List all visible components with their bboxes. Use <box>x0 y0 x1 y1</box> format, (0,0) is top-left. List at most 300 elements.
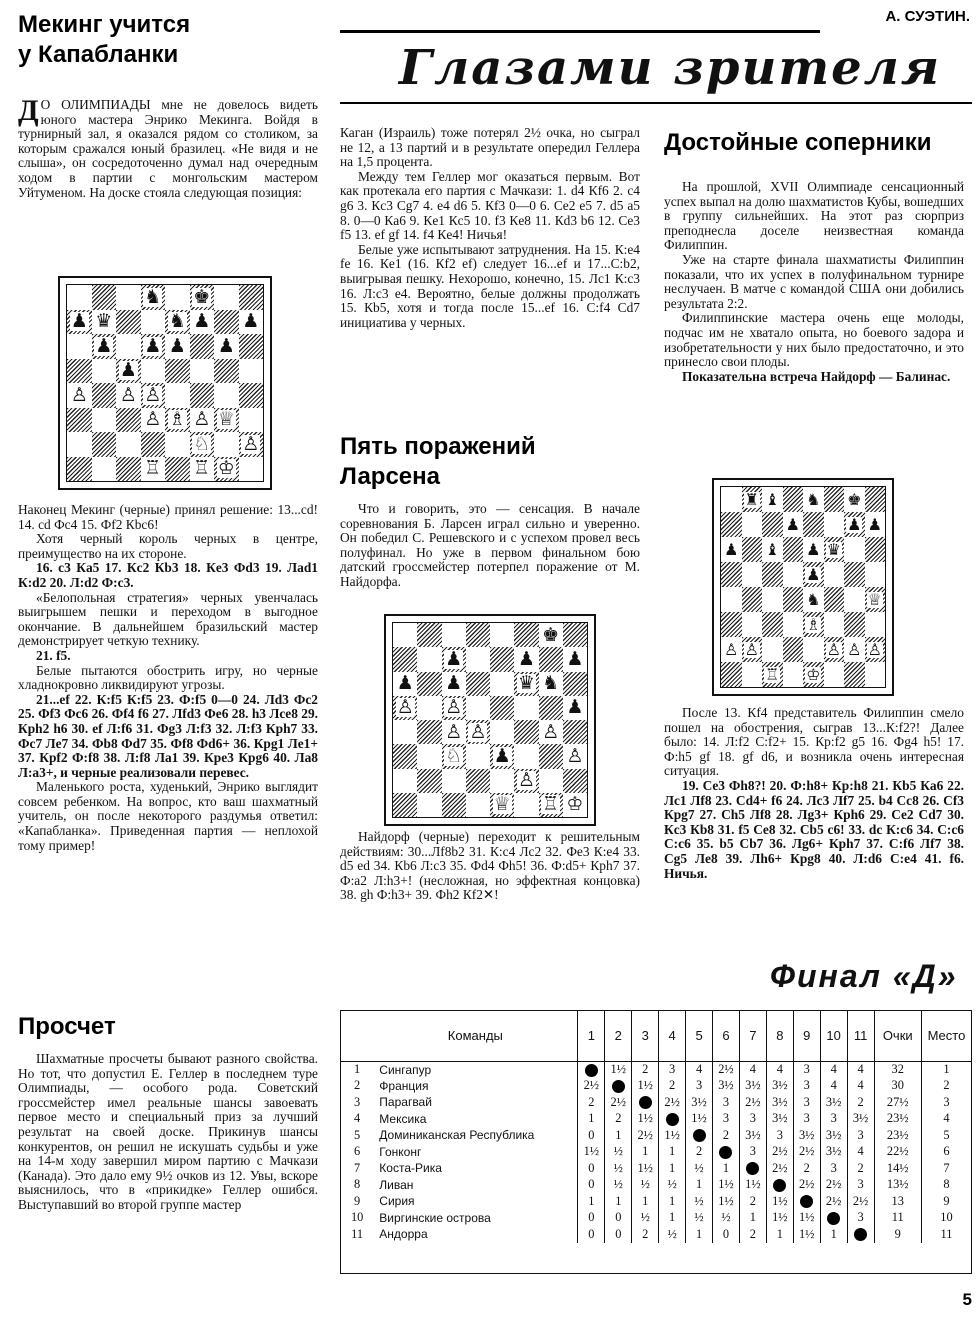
header-col-2: 2 <box>605 1011 632 1061</box>
article2-p2: Каган (Израиль) тоже потерял 2½ очка, но сыграл не 12, а 13 партий и в результате опередил Геллера на 1,5 процента. <box>340 125 640 170</box>
board-square <box>417 696 441 720</box>
board-square <box>721 512 742 537</box>
chess-piece-icon: ♖ <box>193 457 211 480</box>
board-square <box>442 793 466 817</box>
header-teams: Команды <box>373 1011 578 1061</box>
board-square <box>190 334 215 359</box>
board-square <box>165 334 190 359</box>
row-number: 2 <box>354 1078 361 1093</box>
row-number: 3 <box>354 1094 361 1109</box>
black-dot-icon <box>827 1212 840 1225</box>
board-square <box>844 587 865 612</box>
chess-piece-icon: ♟ <box>445 647 463 670</box>
board-square <box>214 334 239 359</box>
board-square <box>783 612 804 637</box>
chess-piece-icon: ♙ <box>826 639 841 659</box>
chess-piece-icon: ♚ <box>193 285 211 308</box>
score-cell: ½ <box>632 1177 659 1194</box>
score-cell: 2 <box>793 1160 820 1177</box>
score-cell: 3 <box>847 1210 874 1227</box>
board-square <box>67 383 92 408</box>
board-square <box>539 769 563 793</box>
board-square <box>466 744 490 768</box>
score-cell: 2½ <box>659 1094 686 1111</box>
board-square <box>190 408 215 433</box>
board-square <box>742 537 763 562</box>
self-match-dot <box>766 1177 793 1194</box>
board-square <box>514 647 538 671</box>
results-table <box>341 1011 971 1243</box>
board-square <box>742 612 763 637</box>
board-square <box>803 662 824 687</box>
points-cell: 32 <box>874 1061 921 1078</box>
board-square <box>116 432 141 457</box>
board-square <box>514 672 538 696</box>
score-cell: 2½ <box>793 1144 820 1161</box>
header-col-10: 10 <box>820 1011 847 1061</box>
board-square <box>865 662 886 687</box>
score-cell: 2 <box>739 1193 766 1210</box>
chess-piece-icon: ♟ <box>724 539 739 559</box>
score-cell: 1½ <box>632 1078 659 1095</box>
chess-piece-icon: ♙ <box>70 383 88 406</box>
board-square <box>539 793 563 817</box>
board-square <box>190 285 215 310</box>
chess-piece-icon: ♟ <box>95 334 113 357</box>
board-square <box>239 285 264 310</box>
board-square <box>803 637 824 662</box>
header-place: Место <box>921 1011 971 1061</box>
chess-piece-icon: ♟ <box>119 359 137 382</box>
board-square <box>442 623 466 647</box>
score-cell: 3 <box>713 1111 740 1128</box>
article4-p6: 19. Сe3 Фh8?! 20. Ф:h8+ Кp:h8 21. Кb5 Кa6 22. Лc1 Лf8 23. Сd4+ f6 24. Лc3 Лf7 25. b4 Сc8 26. Сf3 Кpg7 27. Сh5 Лf8 28. Лg3+ Кph6 29. Сe2 Сd7 30. Кc3 Кb8 31. f5 Сe8 32. Сb5 c6! 33. dc К:c6 34. С:c6 С:c6 35. b5 Сb7 36. Лg6+ Кph7 37. С:f6 Лf7 38. Сg5 Лe8 39. Лh6+ Кpg8 40. Л:d6 С:e4 41. f6. Ничья. <box>664 777 964 881</box>
score-cell: 3½ <box>847 1111 874 1128</box>
score-cell: 1 <box>578 1193 605 1210</box>
article1-title: Мекинг учится у Капабланки <box>18 11 191 68</box>
title-banner <box>340 30 972 104</box>
article1-p5: «Белопольная стратегия» черных увенчалась выигрышем пешки и переходом в выгодное окончание. В дальнейшем бразильский мастер демонстрирует четкую технику. <box>18 589 318 649</box>
board-square <box>214 285 239 310</box>
score-cell: 1½ <box>632 1111 659 1128</box>
board-square <box>514 769 538 793</box>
score-cell: 3½ <box>686 1094 713 1111</box>
board-square <box>865 587 886 612</box>
board-square <box>742 487 763 512</box>
board-square <box>116 408 141 433</box>
board-square <box>67 310 92 335</box>
score-cell: 1 <box>686 1177 713 1194</box>
score-cell: 3 <box>793 1111 820 1128</box>
board-square <box>214 408 239 433</box>
score-cell: 0 <box>578 1127 605 1144</box>
score-cell: 4 <box>820 1061 847 1078</box>
board-square <box>783 662 804 687</box>
board-square <box>417 769 441 793</box>
board-square <box>141 383 166 408</box>
score-cell: 3 <box>713 1094 740 1111</box>
board-square <box>844 612 865 637</box>
score-cell: 2 <box>686 1144 713 1161</box>
place-cell: 3 <box>921 1094 971 1111</box>
points-cell: 30 <box>874 1078 921 1095</box>
place-cell: 10 <box>921 1210 971 1227</box>
chess-piece-icon: ♞ <box>168 310 186 333</box>
board-square <box>466 769 490 793</box>
chess-piece-icon: ♚ <box>542 623 560 646</box>
board-square <box>742 662 763 687</box>
board-square <box>824 562 845 587</box>
board-square <box>92 457 117 482</box>
board-square <box>721 637 742 662</box>
score-cell: ½ <box>686 1210 713 1227</box>
score-cell: 4 <box>820 1078 847 1095</box>
board-square <box>239 432 264 457</box>
score-cell: 3½ <box>820 1094 847 1111</box>
score-cell: 1½ <box>686 1111 713 1128</box>
score-cell: ½ <box>686 1193 713 1210</box>
chess-piece-icon: ♟ <box>566 647 584 670</box>
board-square <box>803 587 824 612</box>
score-cell: 2 <box>659 1078 686 1095</box>
board-square <box>466 793 490 817</box>
score-cell: 2½ <box>713 1061 740 1078</box>
board-square <box>141 408 166 433</box>
chess-piece-icon: ♝ <box>765 539 780 559</box>
team-name: Мексика <box>379 1111 427 1126</box>
score-cell: 1½ <box>793 1226 820 1243</box>
board-square <box>721 587 742 612</box>
board-square <box>721 662 742 687</box>
place-cell: 6 <box>921 1144 971 1161</box>
chess-piece-icon: ♙ <box>517 769 535 792</box>
board-square <box>214 383 239 408</box>
row-number: 6 <box>354 1144 361 1159</box>
chess-piece-icon: ♙ <box>396 696 414 719</box>
board-square <box>67 432 92 457</box>
score-cell: 0 <box>578 1226 605 1243</box>
board-square <box>514 793 538 817</box>
board-square <box>214 310 239 335</box>
chess-piece-icon: ♔ <box>806 664 821 684</box>
header-col-4: 4 <box>659 1011 686 1061</box>
chess-piece-icon: ♞ <box>542 672 560 695</box>
article3-intro <box>340 502 640 590</box>
score-cell: 1 <box>659 1144 686 1161</box>
board-square <box>490 623 514 647</box>
score-cell: 3 <box>739 1111 766 1128</box>
board-square <box>803 612 824 637</box>
team-name: Гонконг <box>379 1144 422 1159</box>
chess-piece-icon: ♟ <box>493 744 511 767</box>
score-cell: 3 <box>820 1160 847 1177</box>
points-cell: 9 <box>874 1226 921 1243</box>
score-cell: 3 <box>847 1127 874 1144</box>
score-cell: 1½ <box>659 1127 686 1144</box>
board-square <box>67 359 92 384</box>
team-name: Андорра <box>379 1227 428 1242</box>
board-square <box>165 383 190 408</box>
board-square <box>824 637 845 662</box>
score-cell: 1 <box>659 1193 686 1210</box>
board-square <box>762 637 783 662</box>
board-square <box>762 587 783 612</box>
score-cell: 1 <box>766 1226 793 1243</box>
author-name: А. СУЭТИН. <box>885 8 970 25</box>
board-square <box>190 383 215 408</box>
board-square <box>165 285 190 310</box>
chess-piece-icon: ♞ <box>144 285 162 308</box>
board-square <box>466 720 490 744</box>
title-rule-top <box>340 30 820 33</box>
chess-piece-icon: ♟ <box>566 696 584 719</box>
article1-p4: 16. c3 Кa5 17. Кc2 Кb3 18. Кe3 Фd3 19. Лad1 К:d2 20. Л:d2 Ф:c3. <box>18 560 318 590</box>
chess-piece-icon: ♟ <box>867 514 882 534</box>
board-square <box>393 696 417 720</box>
self-match-dot <box>578 1061 605 1078</box>
score-cell: 2 <box>739 1226 766 1243</box>
score-cell: 3 <box>793 1078 820 1095</box>
board-square <box>783 487 804 512</box>
score-cell: 3½ <box>739 1078 766 1095</box>
score-cell: 3½ <box>766 1078 793 1095</box>
score-cell: 3 <box>793 1061 820 1078</box>
board-square <box>239 359 264 384</box>
row-number: 10 <box>350 1210 364 1225</box>
board-square <box>417 744 441 768</box>
board-square <box>514 720 538 744</box>
chess-piece-icon: ♕ <box>867 589 882 609</box>
chess-piece-icon: ♙ <box>144 383 162 406</box>
board-square <box>165 359 190 384</box>
score-cell: 2 <box>847 1094 874 1111</box>
place-cell: 4 <box>921 1111 971 1128</box>
board-square <box>865 637 886 662</box>
score-cell: 0 <box>578 1210 605 1227</box>
board-square <box>417 672 441 696</box>
table-row <box>341 1144 971 1161</box>
score-cell: 2½ <box>605 1094 632 1111</box>
board-square <box>466 623 490 647</box>
chess-piece-icon: ♙ <box>119 383 137 406</box>
score-cell: 1 <box>605 1127 632 1144</box>
header-col-8: 8 <box>766 1011 793 1061</box>
place-cell: 1 <box>921 1061 971 1078</box>
board-square <box>214 359 239 384</box>
article4-p3: Филиппинские мастера очень еще молоды, подчас им не хватало опыта, но боевого задора и изобретательности у них было предостаточно, и это принесло свои плоды. <box>664 310 964 370</box>
board-square <box>539 720 563 744</box>
chess-diagram-najdorf-balinas <box>712 478 894 696</box>
dropcap: Д <box>18 94 39 127</box>
black-dot-icon <box>693 1129 706 1142</box>
board-square <box>803 537 824 562</box>
board-square <box>190 310 215 335</box>
chess-piece-icon: ♙ <box>144 408 162 431</box>
place-cell: 11 <box>921 1226 971 1243</box>
board-square <box>762 487 783 512</box>
article3-p2: Найдорф (черные) переходит к решительным действиям: 30...Лf8b2 31. К:c4 Лc2 32. Фe3 К:e4 33. d5 ed 34. Кb6 Л:c3 35. Фd4 Фh5! 36. Ф:d5+ Кph7 37. Ф:a2 Л:h3+! (несложная, но эффектная концовка) 38. gh Ф:h3+ 39. Фh2 Кf2✕! <box>340 829 640 903</box>
table-row <box>341 1094 971 1111</box>
table-row <box>341 1111 971 1128</box>
article1-p7: Белые пытаются обострить игру, но черные хладнокровно ликвидируют угрозы. <box>18 662 318 693</box>
place-cell: 2 <box>921 1078 971 1095</box>
score-cell: 1 <box>713 1160 740 1177</box>
board-square <box>762 612 783 637</box>
table-row <box>341 1061 971 1078</box>
score-cell: 3 <box>793 1094 820 1111</box>
score-cell: 4 <box>847 1061 874 1078</box>
board-square <box>865 612 886 637</box>
team-name: Сирия <box>379 1194 415 1209</box>
score-cell: 1 <box>820 1226 847 1243</box>
board-square <box>417 793 441 817</box>
self-match-dot <box>686 1127 713 1144</box>
team-name: Виргинские острова <box>379 1210 491 1225</box>
board-square <box>824 487 845 512</box>
table-row <box>341 1177 971 1194</box>
self-match-dot <box>659 1111 686 1128</box>
board-square <box>563 793 587 817</box>
black-dot-icon <box>585 1064 598 1077</box>
board-square <box>490 672 514 696</box>
points-cell: 23½ <box>874 1111 921 1128</box>
article2-title: Просчет <box>18 1013 116 1040</box>
score-cell: 0 <box>578 1160 605 1177</box>
board-square <box>442 720 466 744</box>
self-match-dot <box>632 1094 659 1111</box>
black-dot-icon <box>612 1080 625 1093</box>
points-cell: 11 <box>874 1210 921 1227</box>
board-square <box>92 359 117 384</box>
board-square <box>563 696 587 720</box>
points-cell: 13 <box>874 1193 921 1210</box>
board-square <box>165 310 190 335</box>
board-square <box>783 537 804 562</box>
score-cell: 3 <box>659 1061 686 1078</box>
score-cell: 3 <box>847 1177 874 1194</box>
chess-piece-icon: ♟ <box>785 514 800 534</box>
board-square <box>67 285 92 310</box>
score-cell: 1½ <box>713 1193 740 1210</box>
score-cell: 1 <box>739 1210 766 1227</box>
board-square <box>393 769 417 793</box>
board-square <box>165 408 190 433</box>
score-cell: 1½ <box>713 1177 740 1194</box>
board-square <box>742 637 763 662</box>
board-square <box>141 310 166 335</box>
score-cell: 1 <box>605 1193 632 1210</box>
board-square <box>239 334 264 359</box>
chess-piece-icon: ♙ <box>744 639 759 659</box>
score-cell: 2 <box>713 1127 740 1144</box>
chess-piece-icon: ♟ <box>168 334 186 357</box>
board-square <box>116 285 141 310</box>
board-square <box>141 285 166 310</box>
page-number: 5 <box>962 1290 972 1309</box>
chess-piece-icon: ♖ <box>542 793 560 816</box>
score-cell: 3½ <box>766 1094 793 1111</box>
chess-piece-icon: ♟ <box>144 334 162 357</box>
black-dot-icon <box>854 1228 867 1241</box>
score-cell: 1½ <box>766 1210 793 1227</box>
board-square <box>762 662 783 687</box>
board-square <box>721 487 742 512</box>
board-square <box>239 383 264 408</box>
table-row <box>341 1160 971 1177</box>
chess-piece-icon: ♙ <box>542 720 560 743</box>
chess-piece-icon: ♚ <box>847 489 862 509</box>
article2-body-left <box>18 1052 318 1213</box>
board-square <box>783 512 804 537</box>
score-cell: 1 <box>632 1193 659 1210</box>
board-square <box>865 562 886 587</box>
score-cell: 0 <box>605 1226 632 1243</box>
board-square <box>844 512 865 537</box>
chess-piece-icon: ♝ <box>765 489 780 509</box>
board-square <box>393 647 417 671</box>
team-name: Франция <box>379 1078 429 1093</box>
self-match-dot <box>605 1078 632 1095</box>
self-match-dot <box>739 1160 766 1177</box>
chess-piece-icon: ♔ <box>566 793 584 816</box>
board-square <box>824 537 845 562</box>
board-square <box>742 587 763 612</box>
chess-piece-icon: ♙ <box>847 639 862 659</box>
score-cell: 0 <box>605 1210 632 1227</box>
self-match-dot <box>713 1144 740 1161</box>
board-square <box>563 672 587 696</box>
score-cell: ½ <box>686 1160 713 1177</box>
chess-piece-icon: ♟ <box>242 310 260 333</box>
chess-piece-icon: ♙ <box>724 639 739 659</box>
score-cell: 1 <box>578 1111 605 1128</box>
board-square <box>762 562 783 587</box>
chess-piece-icon: ♖ <box>144 457 162 480</box>
article3-title: Пять поражений Ларсена <box>340 433 536 490</box>
score-cell: 4 <box>686 1061 713 1078</box>
board-square <box>141 334 166 359</box>
score-cell: 2 <box>578 1094 605 1111</box>
board-square <box>783 562 804 587</box>
chess-piece-icon: ♟ <box>193 310 211 333</box>
article4-p5: После 13. Кf4 представитель Филиппин смело пошел на обострения, сыграв 13...К:f2?! Далее было: 14. Л:f2 С:f2+ 15. Кp:f2 g5 16. Фg4 h5! 17. Ф:h5 gf 18. gf d6, и возникла очень интересная ситуация. <box>664 705 964 779</box>
row-number: 8 <box>354 1177 361 1192</box>
chess-piece-icon: ♞ <box>806 589 821 609</box>
board-square <box>116 334 141 359</box>
board-square <box>490 793 514 817</box>
self-match-dot <box>820 1210 847 1227</box>
chess-piece-icon: ♘ <box>445 744 463 767</box>
score-cell: 1½ <box>578 1144 605 1161</box>
board-square <box>466 672 490 696</box>
board-square <box>824 512 845 537</box>
chess-diagram-mecking <box>58 276 272 490</box>
board-square <box>865 512 886 537</box>
score-cell: 2 <box>605 1111 632 1128</box>
team-name: Коста-Рика <box>379 1161 442 1176</box>
score-cell: 4 <box>847 1144 874 1161</box>
board-square <box>844 537 865 562</box>
chess-diagram-larsen <box>384 614 596 826</box>
score-cell: 1½ <box>793 1210 820 1227</box>
table-row <box>341 1193 971 1210</box>
article1-p6: 21. f5. <box>36 647 71 663</box>
board-square <box>490 720 514 744</box>
board-square <box>865 537 886 562</box>
board-square <box>165 457 190 482</box>
article1-p9: Маленького роста, худенький, Энрико выглядит совсем ребенком. На вопрос, кто ваш шахматный учитель, он после некоторого раздумья ответил: «Капабланка». Приведенная партия — неплохой тому пример! <box>18 779 318 853</box>
chess-piece-icon: ♟ <box>396 672 414 695</box>
